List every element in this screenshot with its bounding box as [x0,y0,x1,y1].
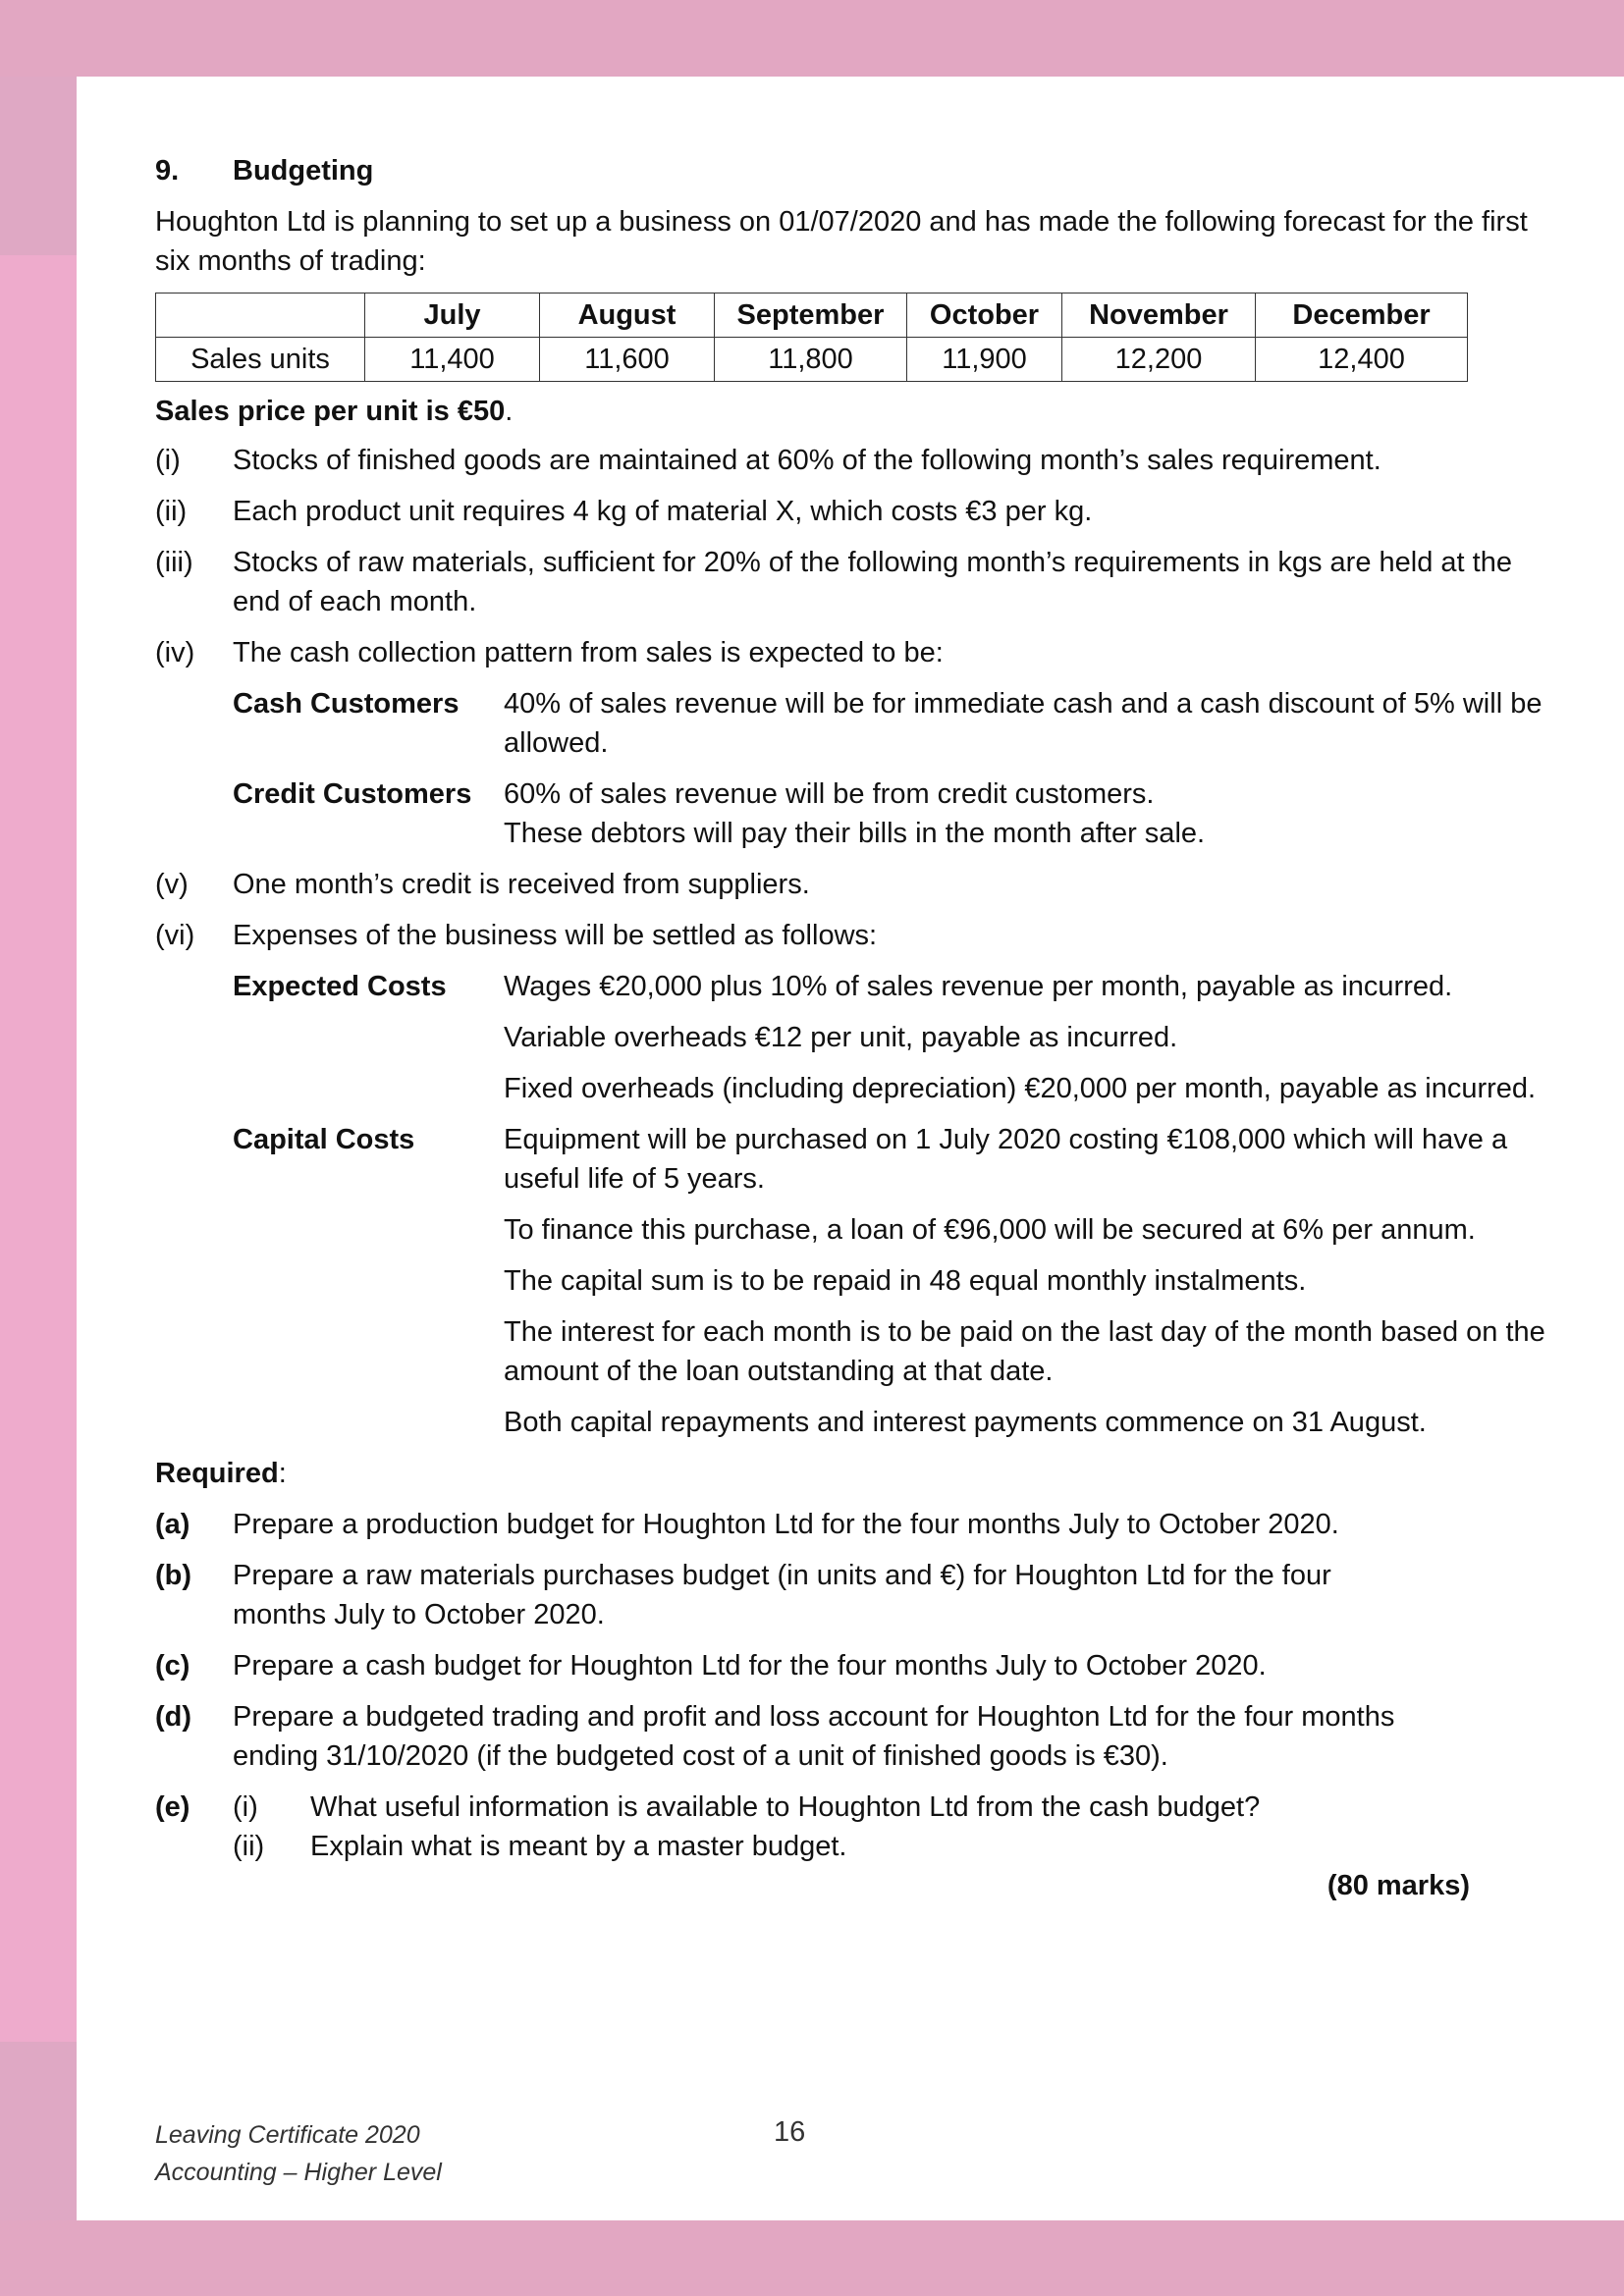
sales-price-period: . [505,396,514,427]
part-e-subitems [233,1788,1559,1866]
footer-line: Accounting – Higher Level [155,2159,442,2186]
exam-page [77,77,1624,2220]
table-row [156,338,1468,382]
bottom-border-band [0,2220,1624,2296]
sales-price-line [155,392,1559,431]
cash-customers-block [233,684,1559,763]
credit-customers-label: Credit Customers [233,778,472,810]
capital-costs-block [233,1120,1559,1442]
subpart-item [233,1788,1559,1827]
list-item [155,633,1559,672]
capital-cost-line: To finance this purchase, a loan of €96,000 will be secured at 6% per annum. [504,1214,1476,1246]
credit-customers-line: 60% of sales revenue will be from credit customers. [504,778,1155,810]
cash-customers-text: 40% of sales revenue will be for immediate cash and a cash discount of 5% will be allowed. [504,688,1543,759]
question-title: Budgeting [233,155,374,187]
part-item [155,1697,1559,1776]
required-label: Required [155,1458,279,1489]
part-item [155,1556,1559,1634]
part-label: (d) [155,1701,192,1733]
required-heading [155,1454,1559,1493]
item-label: (i) [155,445,181,476]
capital-cost-line: Equipment will be purchased on 1 July 2020 costing €108,000 which will have a useful life of 5 years. [504,1124,1508,1195]
list-item [155,865,1559,904]
page-number: 16 [774,2116,806,2148]
question-heading [155,151,1559,190]
capital-cost-line: The interest for each month is to be paid on the last day of the month based on the amount of the loan outstanding at that date. [504,1316,1545,1387]
table-cell: 11,400 [365,338,540,382]
part-label: (e) [155,1791,190,1823]
sales-forecast-table [155,293,1468,382]
footer-line: Leaving Certificate 2020 [155,2121,420,2149]
list-item [155,492,1559,531]
table-header-cell: December [1256,294,1468,338]
capital-cost-line: The capital sum is to be repaid in 48 equal monthly instalments. [504,1265,1307,1297]
page-content [155,151,1559,1905]
item-text: The cash collection pattern from sales is expected to be: [233,637,944,668]
table-header-cell: September [715,294,907,338]
part-label: (a) [155,1509,190,1540]
cash-customers-label: Cash Customers [233,688,460,720]
question-intro: Houghton Ltd is planning to set up a business on 01/07/2020 and has made the following forecast for the first six months of trading: [155,206,1528,277]
left-border-corner-bottom [0,2042,77,2220]
left-border-corner-top [0,77,77,255]
top-border-band [0,0,1624,77]
expected-costs-label: Expected Costs [233,971,447,1002]
table-header-row [156,294,1468,338]
credit-customers-block [233,774,1559,853]
part-item [155,1505,1559,1544]
part-text: Prepare a raw materials purchases budget (in units and €) for Houghton Ltd for the four months July to October 2020. [233,1560,1331,1630]
capital-costs-text [504,1120,1559,1442]
expected-costs-text [504,967,1559,1108]
table-header-cell [156,294,365,338]
part-text: Prepare a production budget for Houghton Ltd for the four months July to October 2020. [233,1509,1339,1540]
subpart-text: Explain what is meant by a master budget. [310,1831,847,1862]
table-cell: 11,600 [540,338,715,382]
item-label: (iii) [155,547,193,578]
footer-exam-info [155,2116,442,2191]
part-item [155,1788,1559,1866]
list-item [155,441,1559,480]
table-cell: 12,400 [1256,338,1468,382]
item-text: One month’s credit is received from suppliers. [233,869,810,900]
part-label: (b) [155,1560,192,1591]
item-label: (ii) [155,496,188,527]
table-header-cell: July [365,294,540,338]
expected-cost-line: Wages €20,000 plus 10% of sales revenue per month, payable as incurred. [504,971,1453,1002]
expected-cost-line: Variable overheads €12 per unit, payable as incurred. [504,1022,1178,1053]
table-cell: 11,900 [907,338,1062,382]
capital-costs-label: Capital Costs [233,1124,415,1155]
table-header-cell: October [907,294,1062,338]
part-label: (c) [155,1650,190,1682]
item-text: Each product unit requires 4 kg of material X, which costs €3 per kg. [233,496,1093,527]
subpart-label: (i) [233,1791,258,1823]
subpart-item [233,1827,1559,1866]
part-text: Prepare a budgeted trading and profit and loss account for Houghton Ltd for the four months ending 31/10/2020 (if the budgeted cost of a unit of finished goods is €30). [233,1701,1395,1772]
credit-customers-line: These debtors will pay their bills in the month after sale. [504,818,1206,849]
table-cell: 11,800 [715,338,907,382]
credit-customers-text [504,774,1559,853]
list-item [155,543,1559,621]
table-header-cell: August [540,294,715,338]
capital-cost-line: Both capital repayments and interest payments commence on 31 August. [504,1407,1427,1438]
subpart-label: (ii) [233,1831,265,1862]
sales-price-text: Sales price per unit is €50 [155,396,506,427]
expected-costs-block [233,967,1559,1108]
question-number: 9. [155,155,180,187]
required-colon: : [278,1458,287,1489]
item-text: Stocks of finished goods are maintained at 60% of the following month’s sales requirement. [233,445,1381,476]
item-text: Expenses of the business will be settled as follows: [233,920,878,951]
item-label: (iv) [155,637,195,668]
item-text: Stocks of raw materials, sufficient for 20% of the following month’s requirements in kgs are held at the end of each month. [233,547,1512,617]
list-item [155,916,1559,955]
marks-total: (80 marks) [1326,1870,1470,1901]
item-label: (v) [155,869,189,900]
expected-cost-line: Fixed overheads (including depreciation) €20,000 per month, payable as incurred. [504,1073,1537,1104]
item-label: (vi) [155,920,195,951]
subpart-text: What useful information is available to Houghton Ltd from the cash budget? [310,1791,1261,1823]
table-header-cell: November [1062,294,1256,338]
table-cell: 12,200 [1062,338,1256,382]
part-text: Prepare a cash budget for Houghton Ltd for the four months July to October 2020. [233,1650,1267,1682]
table-row-label: Sales units [156,338,365,382]
part-item [155,1646,1559,1685]
